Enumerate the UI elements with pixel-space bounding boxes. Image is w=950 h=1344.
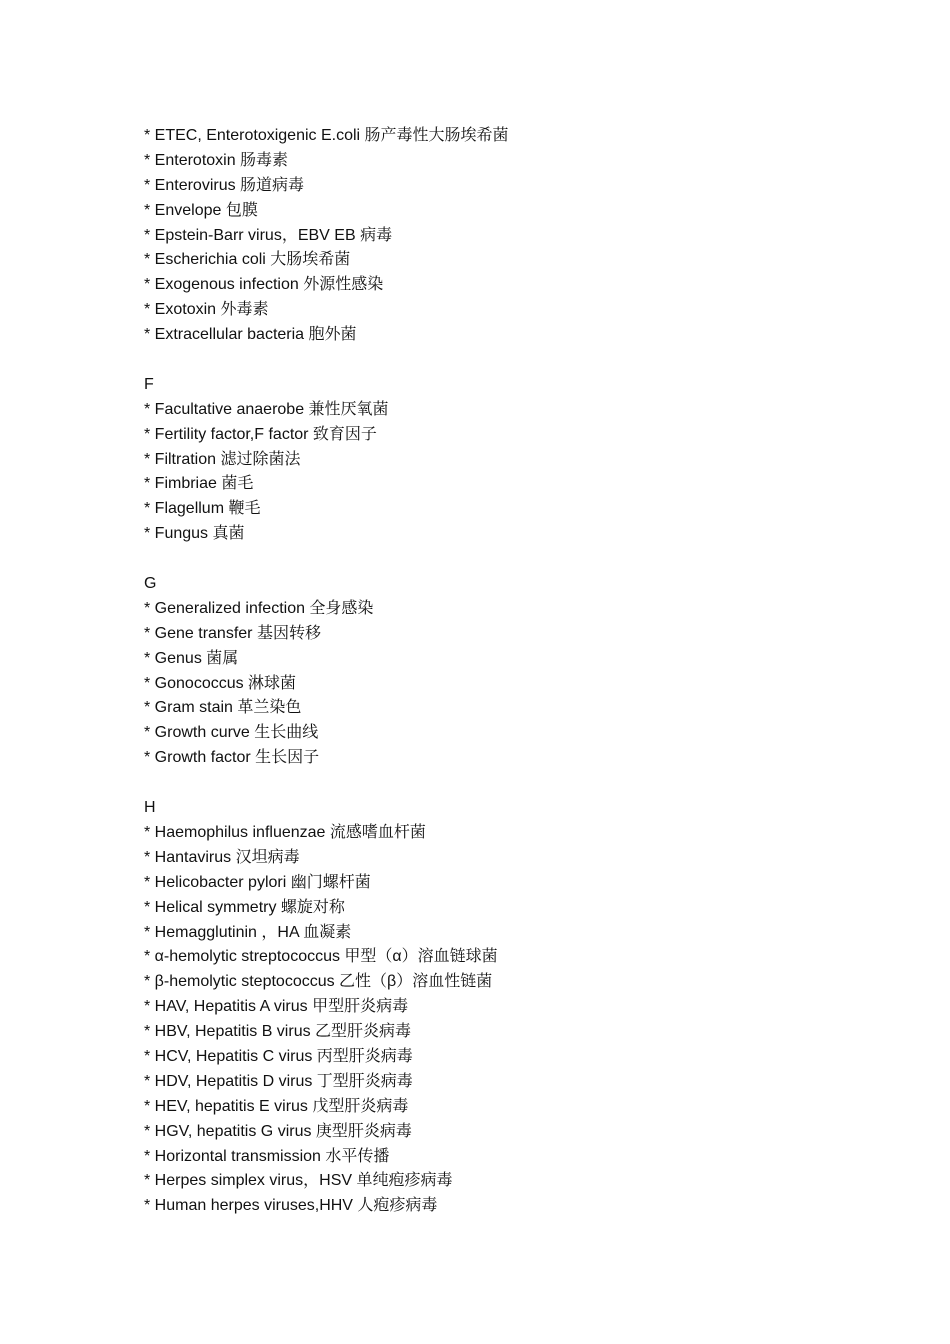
glossary-entry: * Escherichia coli 大肠埃希菌 — [144, 251, 351, 269]
glossary-entry: * Herpes simplex virus，HSV 单纯疱疹病毒 — [144, 1172, 453, 1190]
glossary-entry: * HCV, Hepatitis C virus 丙型肝炎病毒 — [144, 1047, 413, 1065]
glossary-entry: * Fimbriae 菌毛 — [144, 475, 254, 493]
glossary-entry: * Hantavirus 汉坦病毒 — [144, 848, 300, 866]
glossary-entry: * Generalized infection 全身感染 — [144, 599, 374, 617]
section-spacer — [144, 547, 864, 572]
glossary-entry: * Human herpes viruses,HHV 人疱疹病毒 — [144, 1197, 438, 1215]
glossary-entry: * Envelope 包膜 — [144, 201, 258, 219]
glossary-entry: * HBV, Hepatitis B virus 乙型肝炎病毒 — [144, 1023, 412, 1041]
section-letter-heading: F — [144, 375, 154, 393]
glossary-entry: * Gram stain 革兰染色 — [144, 699, 302, 717]
glossary-entry: * Gene transfer 基因转移 — [144, 624, 321, 642]
glossary-entry: * ETEC, Enterotoxigenic E.coli 肠产毒性大肠埃希菌 — [144, 127, 509, 144]
section-spacer — [144, 771, 864, 796]
glossary-entry: * Flagellum 鞭毛 — [144, 500, 261, 518]
glossary-entry: * Helical symmetry 螺旋对称 — [144, 898, 345, 916]
glossary-entry: * HGV, hepatitis G virus 庚型肝炎病毒 — [144, 1122, 412, 1140]
glossary-entry: * Enterotoxin 肠毒素 — [144, 151, 289, 169]
glossary-entry: * HAV, Hepatitis A virus 甲型肝炎病毒 — [144, 998, 409, 1016]
glossary-entry: * Haemophilus influenzae 流感嗜血杆菌 — [144, 823, 426, 841]
glossary-entry: * Exogenous infection 外源性感染 — [144, 276, 384, 294]
glossary-entry: * Exotoxin 外毒素 — [144, 301, 269, 319]
glossary-entry: * Enterovirus 肠道病毒 — [144, 176, 305, 194]
glossary-entry: * Growth curve 生长曲线 — [144, 724, 319, 742]
glossary-entry: * HDV, Hepatitis D virus 丁型肝炎病毒 — [144, 1072, 413, 1090]
glossary-entry: * Horizontal transmission 水平传播 — [144, 1147, 390, 1165]
glossary-entry: * Helicobacter pylori 幽门螺杆菌 — [144, 873, 371, 891]
glossary-entry: * β-hemolytic steptococcus 乙性（β）溶血性链菌 — [144, 973, 493, 991]
glossary-entry: * Extracellular bacteria 胞外菌 — [144, 326, 357, 344]
glossary-entry: * Growth factor 生长因子 — [144, 749, 320, 767]
glossary-entry: * Epstein-Barr virus，EBV EB 病毒 — [144, 226, 393, 244]
glossary-document — [144, 124, 864, 1219]
glossary-entry: * Gonococcus 淋球菌 — [144, 674, 297, 692]
glossary-entry: * Fungus 真菌 — [144, 525, 245, 543]
glossary-entry: * Facultative anaerobe 兼性厌氧菌 — [144, 400, 389, 418]
glossary-entry: * HEV, hepatitis E virus 戊型肝炎病毒 — [144, 1097, 409, 1115]
section-spacer — [144, 348, 864, 373]
glossary-entry: * Filtration 滤过除菌法 — [144, 450, 301, 468]
glossary-entry: * Hemagglutinin ，HA 血凝素 — [144, 923, 352, 941]
glossary-entry: * Genus 菌属 — [144, 649, 239, 667]
section-letter-heading: G — [144, 575, 157, 593]
glossary-entry: * Fertility factor,F factor 致育因子 — [144, 425, 377, 443]
section-letter-heading: H — [144, 799, 156, 817]
glossary-entry: * α-hemolytic streptococcus 甲型（α）溶血链球菌 — [144, 948, 498, 966]
